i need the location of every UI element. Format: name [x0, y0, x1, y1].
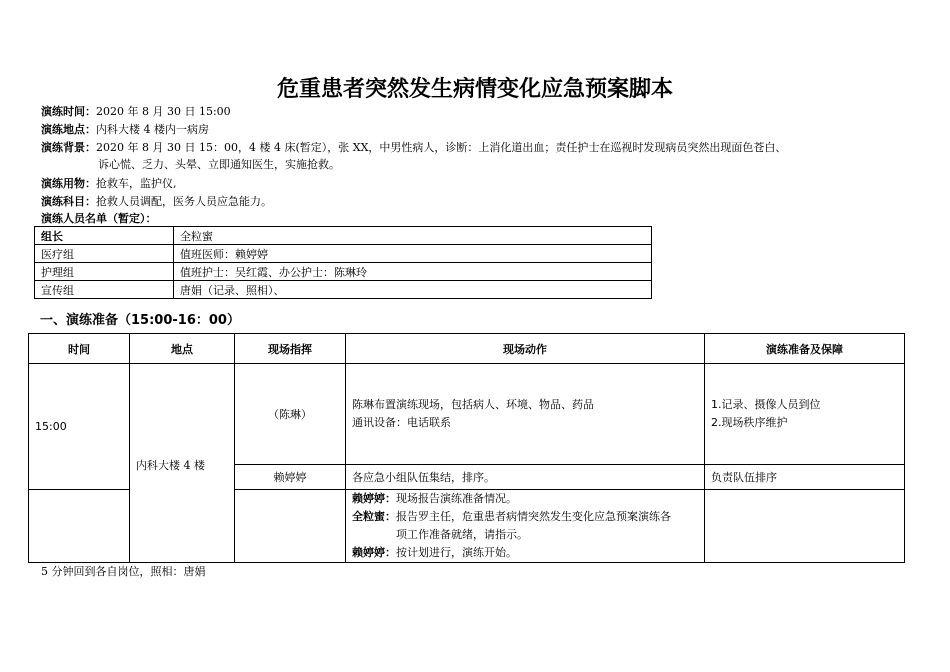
action-cell — [346, 364, 705, 465]
action-cell — [346, 490, 705, 563]
roster-table — [34, 226, 652, 299]
table-row — [35, 281, 652, 299]
drill-place-value: 内科大楼 4 楼内一病房 — [96, 123, 209, 136]
roster-members: 值班医师：赖婷婷 — [174, 245, 652, 263]
commander-cell-empty — [235, 490, 346, 563]
table-header-row — [29, 334, 905, 364]
roster-members: 唐娟（记录、照相）、 — [174, 281, 652, 299]
table-row — [35, 263, 652, 281]
drill-background — [41, 139, 921, 173]
time-cell: 15:00 — [29, 364, 130, 490]
header-time: 时间 — [29, 334, 130, 364]
drill-background-line1: 2020 年 8 月 30 日 15：00，4 楼 4 床(暂定），张 XX，中男性病人，诊断：上消化道出血；责任护士在巡视时发现病员突然出现面色苍白、 — [96, 141, 787, 154]
header-prep: 演练准备及保障 — [705, 334, 905, 364]
drill-subject-value: 抢救人员调配，医务人员应急能力。 — [96, 195, 272, 208]
action-line: 陈琳布置演练现场，包括病人、环境、物品、药品 — [352, 398, 594, 411]
prep-line: 2.现场秩序维护 — [711, 416, 788, 429]
speaker-text: 报告罗主任，危重患者病情突然发生变化应急预案演练各 — [396, 510, 671, 523]
drill-roster-heading — [41, 210, 921, 227]
footer-note: 5 分钟回到各自岗位，照相：唐娟 — [41, 565, 206, 578]
roster-members: 值班护士：吴红霞、办公护士：陈琳玲 — [174, 263, 652, 281]
prep-line: 1.记录、摄像人员到位 — [711, 398, 821, 411]
table-row — [35, 227, 652, 245]
header-location: 地点 — [130, 334, 235, 364]
drill-items — [41, 175, 921, 192]
roster-members: 全粒蜜 — [174, 227, 652, 245]
location-cell: 内科大楼 4 楼 — [130, 364, 235, 563]
drill-place-label: 演练地点： — [41, 123, 96, 136]
drill-subject — [41, 193, 921, 210]
page-title: 危重患者突然发生病情变化应急预案脚本 — [276, 77, 673, 102]
speaker-name: 全粒蜜： — [352, 510, 396, 523]
table-row — [29, 364, 905, 465]
speaker-text: 现场报告演练准备情况。 — [396, 492, 517, 505]
roster-group: 宣传组 — [35, 281, 174, 299]
drill-background-label: 演练背景： — [41, 141, 96, 154]
drill-items-label: 演练用物： — [41, 177, 96, 190]
roster-group: 医疗组 — [35, 245, 174, 263]
prep-cell-empty — [705, 490, 905, 563]
section-heading: 一、演练准备（15:00-16：00） — [40, 313, 240, 328]
table-row — [35, 245, 652, 263]
header-action: 现场动作 — [346, 334, 705, 364]
drill-subject-label: 演练科目： — [41, 195, 96, 208]
speaker-text-continued: 项工作准备就绪，请指示。 — [396, 528, 528, 541]
time-cell-empty — [29, 490, 130, 563]
action-cell: 各应急小组队伍集结，排序。 — [346, 465, 705, 490]
prep-cell: 负责队伍排序 — [705, 465, 905, 490]
roster-group: 组长 — [35, 227, 174, 245]
roster-group: 护理组 — [35, 263, 174, 281]
prep-cell — [705, 364, 905, 465]
schedule-table — [28, 333, 905, 563]
speaker-text: 按计划进行，演练开始。 — [396, 546, 517, 559]
header-commander: 现场指挥 — [235, 334, 346, 364]
action-line: 通讯设备：电话联系 — [352, 416, 451, 429]
drill-time-label: 演练时间： — [41, 105, 96, 118]
speaker-name: 赖婷婷： — [352, 492, 396, 505]
commander-cell: （陈琳） — [235, 364, 346, 465]
drill-items-value: 抢救车，监护仪, — [96, 177, 177, 190]
drill-background-line2: 诉心慌、乏力、头晕、立即通知医生，实施抢救。 — [98, 158, 340, 171]
speaker-name: 赖婷婷： — [352, 546, 396, 559]
commander-cell: 赖婷婷 — [235, 465, 346, 490]
drill-place — [41, 121, 921, 138]
drill-time-value: 2020 年 8 月 30 日 15:00 — [96, 105, 231, 118]
drill-roster-label: 演练人员名单（暂定）： — [41, 212, 157, 225]
drill-time — [41, 103, 921, 120]
